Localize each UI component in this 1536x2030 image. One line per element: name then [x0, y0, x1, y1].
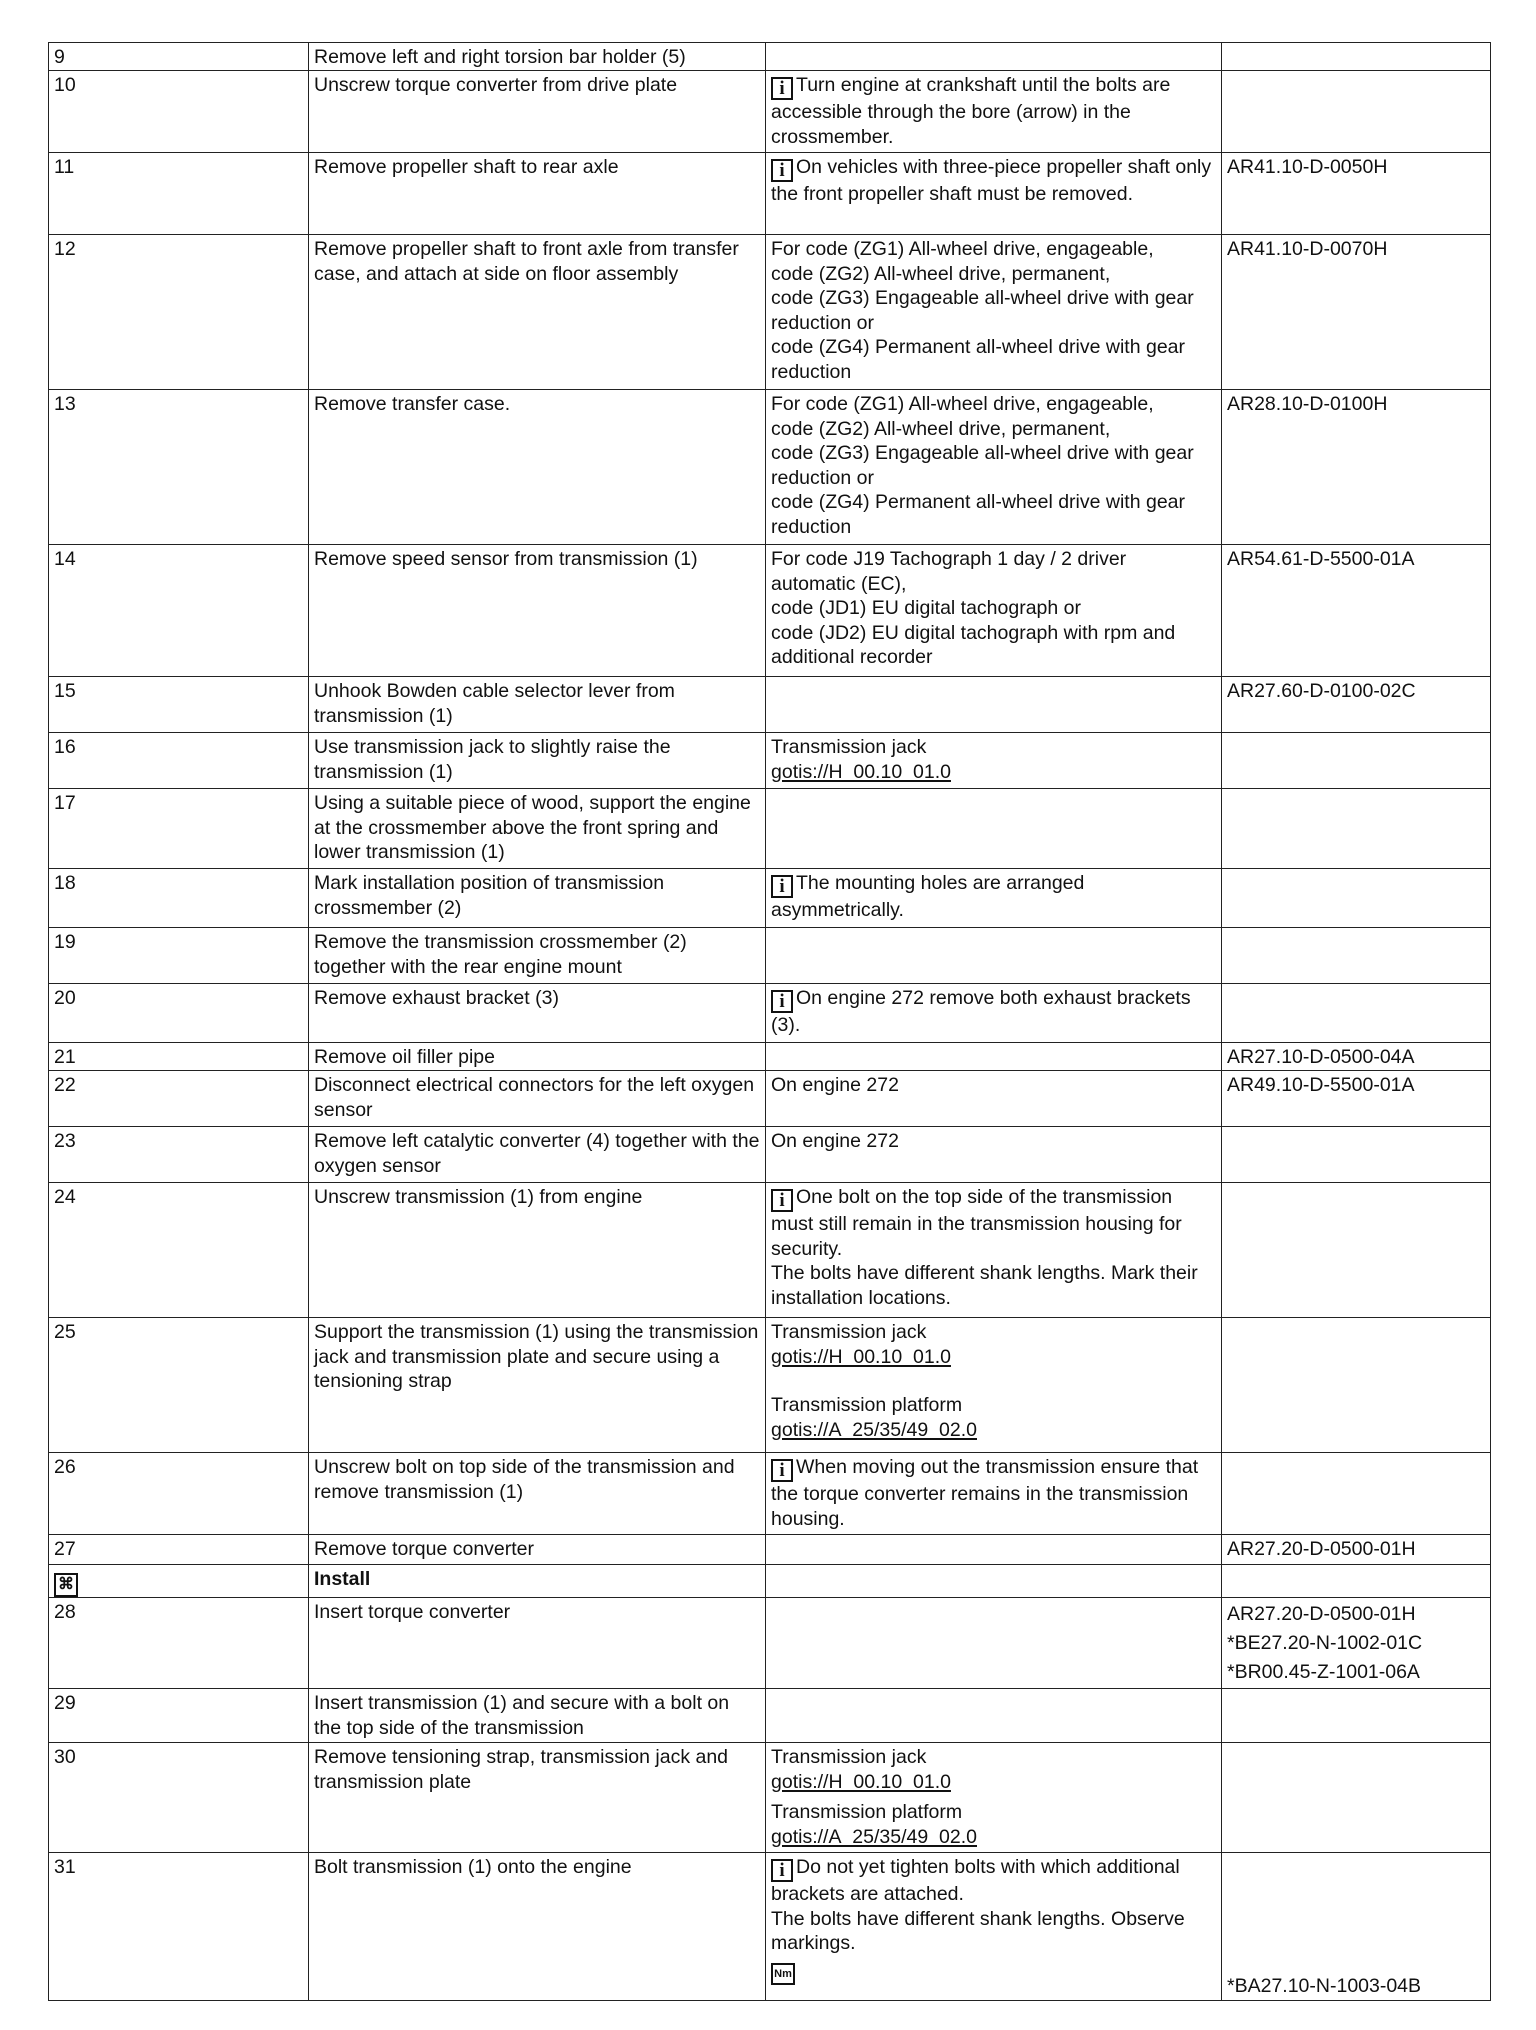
step-action: Unscrew bolt on top side of the transmission and remove transmission (1) [309, 1453, 766, 1535]
step-action: Remove transfer case. [309, 390, 766, 545]
step-tool [766, 1318, 1222, 1453]
table-row [49, 677, 1491, 733]
table-row [49, 789, 1491, 869]
step-note [766, 1043, 1222, 1071]
table-row [49, 1318, 1491, 1453]
step-number: 29 [49, 1689, 309, 1743]
reference-link[interactable]: *BE27.20-N-1002-01C [1227, 1632, 1423, 1654]
table-row [49, 1453, 1491, 1535]
step-number: 30 [49, 1743, 309, 1853]
table-row [49, 71, 1491, 153]
step-note [766, 1535, 1222, 1565]
step-action: Mark installation position of transmission crossmember (2) [309, 869, 766, 928]
step-reference [1222, 1565, 1491, 1598]
tool-name: Transmission jack [771, 736, 927, 758]
install-icon: ⌘ [54, 1573, 78, 1597]
step-action: Unhook Bowden cable selector lever from transmission (1) [309, 677, 766, 733]
step-action: Remove left and right torsion bar holder (5) [309, 43, 766, 71]
step-number: 10 [49, 71, 309, 153]
table-row [49, 984, 1491, 1043]
step-number: 17 [49, 789, 309, 869]
table-row [49, 928, 1491, 984]
step-tool [766, 1743, 1222, 1853]
step-reference [1222, 1853, 1491, 2001]
step-reference-link[interactable]: AR27.20-D-0500-01H [1222, 1535, 1491, 1565]
step-note [766, 1565, 1222, 1598]
tool-link[interactable]: gotis://H_00.10_01.0 [771, 1345, 951, 1368]
table-row [49, 1689, 1491, 1743]
table-row [49, 1127, 1491, 1183]
step-number: 13 [49, 390, 309, 545]
step-number: 11 [49, 153, 309, 235]
step-action: Remove exhaust bracket (3) [309, 984, 766, 1043]
info-icon: i [771, 159, 793, 182]
step-reference [1222, 43, 1491, 71]
step-action: Unscrew transmission (1) from engine [309, 1183, 766, 1318]
step-reference-link[interactable]: AR41.10-D-0050H [1222, 153, 1491, 235]
step-number: 20 [49, 984, 309, 1043]
step-note: For code J19 Tachograph 1 day / 2 driver automatic (EC), code (JD1) EU digital tachograph or code (JD2) EU digital tachograph with rpm and additional recorder [766, 545, 1222, 677]
table-row [49, 43, 1491, 71]
step-reference [1222, 789, 1491, 869]
step-number: 15 [49, 677, 309, 733]
table-row [49, 390, 1491, 545]
step-note: On engine 272 [766, 1127, 1222, 1183]
step-number: 9 [49, 43, 309, 71]
step-note [766, 677, 1222, 733]
tool-link[interactable]: gotis://H_00.10_01.0 [771, 760, 951, 783]
step-action: Insert transmission (1) and secure with a bolt on the top side of the transmission [309, 1689, 766, 1743]
info-icon: i [771, 875, 793, 898]
step-reference [1222, 1689, 1491, 1743]
step-number: 31 [49, 1853, 309, 2001]
table-row [49, 235, 1491, 390]
step-number: 14 [49, 545, 309, 677]
step-note [766, 789, 1222, 869]
section-title: Install [309, 1565, 766, 1598]
step-action: Bolt transmission (1) onto the engine [309, 1853, 766, 2001]
step-number: 25 [49, 1318, 309, 1453]
step-action: Insert torque converter [309, 1598, 766, 1689]
step-number: 28 [49, 1598, 309, 1689]
step-note: On engine 272 [766, 1071, 1222, 1127]
step-reference-link[interactable]: AR27.10-D-0500-04A [1222, 1043, 1491, 1071]
step-note: i One bolt on the top side of the transmission must still remain in the transmission housing for security. The bolts have different shank lengths. Mark their installation locations. [766, 1183, 1222, 1318]
step-action: Using a suitable piece of wood, support the engine at the crossmember above the front spring and lower transmission (1) [309, 789, 766, 869]
info-icon: i [771, 1459, 793, 1482]
step-number: 26 [49, 1453, 309, 1535]
step-note: For code (ZG1) All-wheel drive, engageable, code (ZG2) All-wheel drive, permanent, code (ZG3) Engageable all-wheel drive with gear reduction or code (ZG4) Permanent all-wheel drive with gear reduction [766, 235, 1222, 390]
step-note: i Do not yet tighten bolts with which additional brackets are attached. The bolts have different shank lengths. Observe markings. Nm [766, 1853, 1222, 2001]
table-row [49, 1743, 1491, 1853]
step-reference [1222, 1598, 1491, 1689]
step-reference [1222, 1453, 1491, 1535]
step-action: Use transmission jack to slightly raise the transmission (1) [309, 733, 766, 789]
step-reference [1222, 1183, 1491, 1318]
step-reference-link[interactable]: AR28.10-D-0100H [1222, 390, 1491, 545]
table-row [49, 1535, 1491, 1565]
step-note [766, 928, 1222, 984]
step-number: 12 [49, 235, 309, 390]
info-icon: i [771, 1189, 793, 1212]
step-reference [1222, 928, 1491, 984]
procedure-table [48, 42, 1491, 2001]
step-action: Remove speed sensor from transmission (1) [309, 545, 766, 677]
reference-link[interactable]: *BR00.45-Z-1001-06A [1227, 1661, 1420, 1683]
step-reference [1222, 1127, 1491, 1183]
tool-name: Transmission jack [771, 1746, 927, 1768]
reference-link[interactable]: AR27.20-D-0500-01H [1227, 1603, 1416, 1625]
step-note: For code (ZG1) All-wheel drive, engageable, code (ZG2) All-wheel drive, permanent, code (ZG3) Engageable all-wheel drive with gear reduction or code (ZG4) Permanent all-wheel drive with gear reduction [766, 390, 1222, 545]
tool-link[interactable]: gotis://A_25/35/49_02.0 [771, 1418, 977, 1441]
step-action: Disconnect electrical connectors for the left oxygen sensor [309, 1071, 766, 1127]
step-note [766, 1689, 1222, 1743]
step-reference [1222, 984, 1491, 1043]
tool-link[interactable]: gotis://H_00.10_01.0 [771, 1770, 951, 1793]
step-action: Remove left catalytic converter (4) together with the oxygen sensor [309, 1127, 766, 1183]
table-row [49, 153, 1491, 235]
procedure-page [48, 42, 1490, 2001]
tool-name: Transmission platform [771, 1801, 963, 1823]
step-note: i On vehicles with three-piece propeller shaft only the front propeller shaft must be removed. [766, 153, 1222, 235]
step-note [766, 43, 1222, 71]
step-action: Remove propeller shaft to front axle from transfer case, and attach at side on floor assembly [309, 235, 766, 390]
reference-link[interactable]: *BA27.10-N-1003-04B [1227, 1974, 1422, 1997]
step-number: 23 [49, 1127, 309, 1183]
table-row [49, 869, 1491, 928]
step-number: 19 [49, 928, 309, 984]
step-note: i On engine 272 remove both exhaust brackets (3). [766, 984, 1222, 1043]
tool-name: Transmission jack [771, 1321, 927, 1343]
table-row [49, 1071, 1491, 1127]
info-icon: i [771, 990, 793, 1013]
step-reference [1222, 733, 1491, 789]
step-action: Support the transmission (1) using the transmission jack and transmission plate and secure using a tensioning strap [309, 1318, 766, 1453]
step-reference-link[interactable]: AR49.10-D-5500-01A [1222, 1071, 1491, 1127]
step-number: 24 [49, 1183, 309, 1318]
step-number [49, 1565, 309, 1598]
table-row [49, 1598, 1491, 1689]
step-number: 27 [49, 1535, 309, 1565]
step-number: 16 [49, 733, 309, 789]
torque-icon: Nm [771, 1963, 795, 1985]
step-reference-link[interactable]: AR54.61-D-5500-01A [1222, 545, 1491, 677]
step-action: Remove oil filler pipe [309, 1043, 766, 1071]
step-reference [1222, 869, 1491, 928]
step-number: 21 [49, 1043, 309, 1071]
step-action: Remove torque converter [309, 1535, 766, 1565]
step-reference-link[interactable]: AR27.60-D-0100-02C [1222, 677, 1491, 733]
section-row-install [49, 1565, 1491, 1598]
step-number: 22 [49, 1071, 309, 1127]
step-note: i When moving out the transmission ensure that the torque converter remains in the transmission housing. [766, 1453, 1222, 1535]
step-note: i The mounting holes are arranged asymmetrically. [766, 869, 1222, 928]
table-row [49, 1853, 1491, 2001]
step-action: Remove the transmission crossmember (2) together with the rear engine mount [309, 928, 766, 984]
step-reference-link[interactable]: AR41.10-D-0070H [1222, 235, 1491, 390]
table-row [49, 545, 1491, 677]
tool-name: Transmission platform [771, 1394, 963, 1416]
tool-link[interactable]: gotis://A_25/35/49_02.0 [771, 1825, 977, 1848]
info-icon: i [771, 1859, 793, 1882]
step-note: i Turn engine at crankshaft until the bolts are accessible through the bore (arrow) in the crossmember. [766, 71, 1222, 153]
step-note [766, 1598, 1222, 1689]
step-reference [1222, 71, 1491, 153]
step-number: 18 [49, 869, 309, 928]
step-tool [766, 733, 1222, 789]
step-action: Remove tensioning strap, transmission jack and transmission plate [309, 1743, 766, 1853]
table-row [49, 1043, 1491, 1071]
step-reference [1222, 1743, 1491, 1853]
table-row [49, 733, 1491, 789]
step-action: Unscrew torque converter from drive plate [309, 71, 766, 153]
info-icon: i [771, 77, 793, 100]
step-reference [1222, 1318, 1491, 1453]
table-row [49, 1183, 1491, 1318]
step-action: Remove propeller shaft to rear axle [309, 153, 766, 235]
